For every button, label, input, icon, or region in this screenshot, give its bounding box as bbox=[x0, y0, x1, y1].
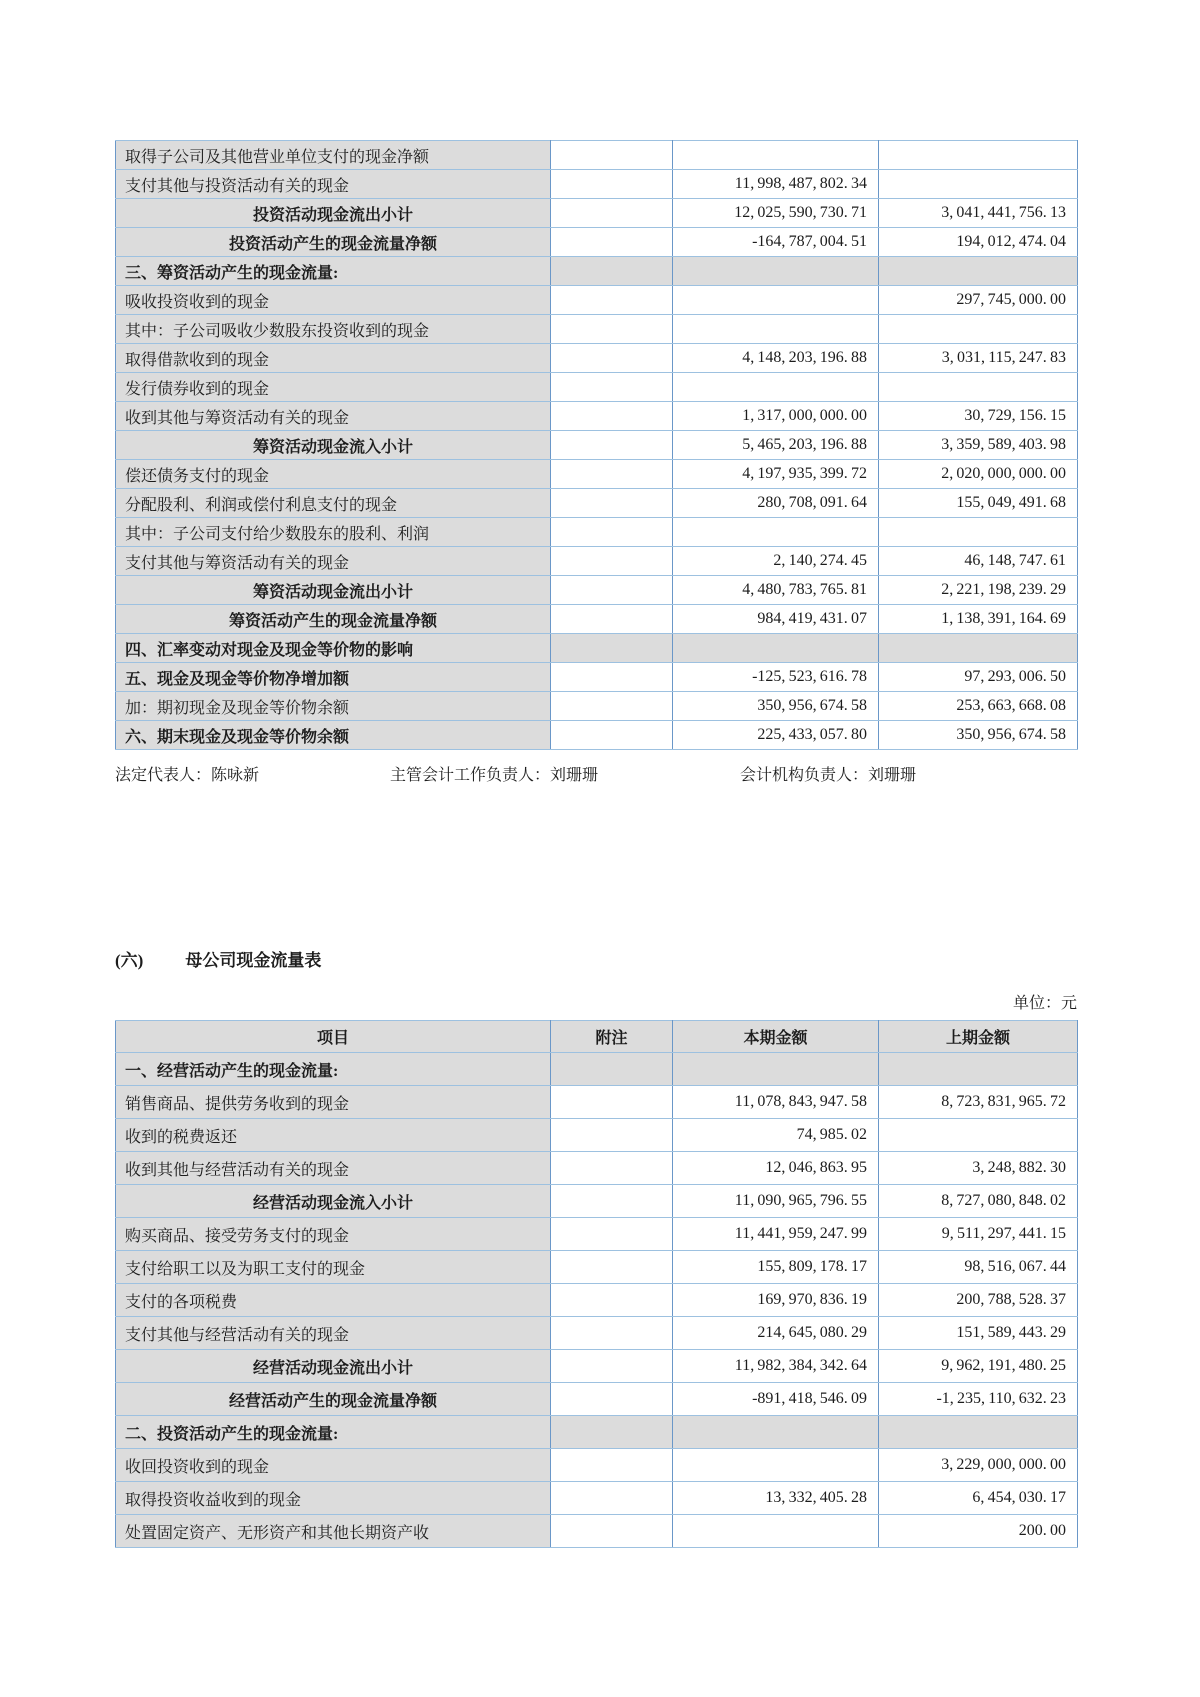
table-row bbox=[116, 692, 1078, 721]
col-header-item: 项目 bbox=[116, 1021, 551, 1053]
table-row bbox=[116, 1086, 1078, 1119]
table-row bbox=[116, 1152, 1078, 1185]
note-cell bbox=[551, 1482, 673, 1515]
note-cell bbox=[551, 547, 673, 576]
item-label-cell: 支付其他与投资活动有关的现金 bbox=[116, 170, 551, 199]
current-amount-cell bbox=[673, 1416, 879, 1449]
item-label-cell: 收到其他与经营活动有关的现金 bbox=[116, 1152, 551, 1185]
prior-amount-cell: 3, 248, 882. 30 bbox=[879, 1152, 1078, 1185]
table-row bbox=[116, 605, 1078, 634]
prior-amount-cell bbox=[879, 170, 1078, 199]
prior-amount-cell: 2, 221, 198, 239. 29 bbox=[879, 576, 1078, 605]
note-cell bbox=[551, 228, 673, 257]
note-cell bbox=[551, 1086, 673, 1119]
item-label-cell: 吸收投资收到的现金 bbox=[116, 286, 551, 315]
item-label-cell: 其中：子公司支付给少数股东的股利、利润 bbox=[116, 518, 551, 547]
table-row bbox=[116, 634, 1078, 663]
item-label-cell: 经营活动现金流出小计 bbox=[116, 1350, 551, 1383]
prior-amount-cell: 30, 729, 156. 15 bbox=[879, 402, 1078, 431]
prior-amount-cell: 1, 138, 391, 164. 69 bbox=[879, 605, 1078, 634]
table-row bbox=[116, 1482, 1078, 1515]
note-cell bbox=[551, 692, 673, 721]
table-row bbox=[116, 170, 1078, 199]
item-label-cell: 筹资活动产生的现金流量净额 bbox=[116, 605, 551, 634]
item-label-cell: 取得借款收到的现金 bbox=[116, 344, 551, 373]
prior-amount-cell bbox=[879, 1119, 1078, 1152]
prior-amount-cell: 200. 00 bbox=[879, 1515, 1078, 1548]
note-cell bbox=[551, 1152, 673, 1185]
table-row bbox=[116, 460, 1078, 489]
item-label-cell: 筹资活动现金流出小计 bbox=[116, 576, 551, 605]
table-row bbox=[116, 257, 1078, 286]
current-amount-cell bbox=[673, 634, 879, 663]
table-row bbox=[116, 721, 1078, 750]
prior-amount-cell: 3, 359, 589, 403. 98 bbox=[879, 431, 1078, 460]
current-amount-cell: 169, 970, 836. 19 bbox=[673, 1284, 879, 1317]
note-cell bbox=[551, 576, 673, 605]
prior-amount-cell bbox=[879, 141, 1078, 170]
current-amount-cell bbox=[673, 1515, 879, 1548]
current-amount-cell: -125, 523, 616. 78 bbox=[673, 663, 879, 692]
current-amount-cell: 11, 090, 965, 796. 55 bbox=[673, 1185, 879, 1218]
prior-amount-cell bbox=[879, 373, 1078, 402]
prior-amount-cell: 155, 049, 491. 68 bbox=[879, 489, 1078, 518]
note-cell bbox=[551, 1185, 673, 1218]
current-amount-cell: 4, 480, 783, 765. 81 bbox=[673, 576, 879, 605]
chief-accounting-officer-label: 主管会计工作负责人：刘珊珊 bbox=[390, 767, 599, 784]
table-row bbox=[116, 1449, 1078, 1482]
item-label-cell: 经营活动现金流入小计 bbox=[116, 1185, 551, 1218]
item-label-cell: 投资活动产生的现金流量净额 bbox=[116, 228, 551, 257]
note-cell bbox=[551, 489, 673, 518]
note-cell bbox=[551, 1515, 673, 1548]
prior-amount-cell bbox=[879, 315, 1078, 344]
current-amount-cell bbox=[673, 315, 879, 344]
table-row bbox=[116, 402, 1078, 431]
current-amount-cell: 1, 317, 000, 000. 00 bbox=[673, 402, 879, 431]
item-label-cell: 收到的税费返还 bbox=[116, 1119, 551, 1152]
table-row bbox=[116, 1251, 1078, 1284]
prior-amount-cell: 97, 293, 006. 50 bbox=[879, 663, 1078, 692]
prior-amount-cell: 194, 012, 474. 04 bbox=[879, 228, 1078, 257]
unit-label: 单位：元 bbox=[1012, 995, 1077, 1012]
col-header-current-period: 本期金额 bbox=[673, 1021, 879, 1053]
prior-amount-cell bbox=[879, 257, 1078, 286]
table-row bbox=[116, 199, 1078, 228]
current-amount-cell: 155, 809, 178. 17 bbox=[673, 1251, 879, 1284]
item-label-cell: 二、投资活动产生的现金流量: bbox=[116, 1416, 551, 1449]
note-cell bbox=[551, 1383, 673, 1416]
table-row bbox=[116, 1383, 1078, 1416]
accounting-department-head-label: 会计机构负责人：刘珊珊 bbox=[740, 767, 917, 784]
table-row bbox=[116, 547, 1078, 576]
note-cell bbox=[551, 141, 673, 170]
item-label-cell: 支付其他与筹资活动有关的现金 bbox=[116, 547, 551, 576]
note-cell bbox=[551, 344, 673, 373]
table-row bbox=[116, 1317, 1078, 1350]
prior-amount-cell: 3, 031, 115, 247. 83 bbox=[879, 344, 1078, 373]
item-label-cell: 四、汇率变动对现金及现金等价物的影响 bbox=[116, 634, 551, 663]
table-row bbox=[116, 489, 1078, 518]
prior-amount-cell bbox=[879, 1416, 1078, 1449]
prior-amount-cell: 253, 663, 668. 08 bbox=[879, 692, 1078, 721]
note-cell bbox=[551, 721, 673, 750]
col-header-prior-period: 上期金额 bbox=[879, 1021, 1078, 1053]
item-label-cell: 筹资活动现金流入小计 bbox=[116, 431, 551, 460]
table-row bbox=[116, 1185, 1078, 1218]
item-label-cell: 支付给职工以及为职工支付的现金 bbox=[116, 1251, 551, 1284]
col-header-note: 附注 bbox=[551, 1021, 673, 1053]
item-label-cell: 发行债券收到的现金 bbox=[116, 373, 551, 402]
prior-amount-cell: 350, 956, 674. 58 bbox=[879, 721, 1078, 750]
note-cell bbox=[551, 518, 673, 547]
prior-amount-cell: 2, 020, 000, 000. 00 bbox=[879, 460, 1078, 489]
note-cell bbox=[551, 460, 673, 489]
prior-amount-cell: 151, 589, 443. 29 bbox=[879, 1317, 1078, 1350]
table-row bbox=[116, 1350, 1078, 1383]
table-row bbox=[116, 576, 1078, 605]
current-amount-cell: 74, 985. 02 bbox=[673, 1119, 879, 1152]
legal-representative-label: 法定代表人：陈咏新 bbox=[115, 767, 260, 784]
prior-amount-cell: 8, 727, 080, 848. 02 bbox=[879, 1185, 1078, 1218]
consolidated-cash-flow-table-continued bbox=[115, 140, 1078, 750]
item-label-cell: 投资活动现金流出小计 bbox=[116, 199, 551, 228]
current-amount-cell: 4, 148, 203, 196. 88 bbox=[673, 344, 879, 373]
note-cell bbox=[551, 1284, 673, 1317]
item-label-cell: 取得子公司及其他营业单位支付的现金净额 bbox=[116, 141, 551, 170]
current-amount-cell bbox=[673, 518, 879, 547]
item-label-cell: 收到其他与筹资活动有关的现金 bbox=[116, 402, 551, 431]
current-amount-cell: 280, 708, 091. 64 bbox=[673, 489, 879, 518]
table-row bbox=[116, 141, 1078, 170]
current-amount-cell bbox=[673, 373, 879, 402]
table-row bbox=[116, 373, 1078, 402]
table-row bbox=[116, 663, 1078, 692]
current-amount-cell bbox=[673, 1449, 879, 1482]
current-amount-cell: -164, 787, 004. 51 bbox=[673, 228, 879, 257]
item-label-cell: 其中：子公司吸收少数股东投资收到的现金 bbox=[116, 315, 551, 344]
item-label-cell: 加：期初现金及现金等价物余额 bbox=[116, 692, 551, 721]
current-amount-cell: 11, 078, 843, 947. 58 bbox=[673, 1086, 879, 1119]
item-label-cell: 取得投资收益收到的现金 bbox=[116, 1482, 551, 1515]
item-label-cell: 一、经营活动产生的现金流量: bbox=[116, 1053, 551, 1086]
note-cell bbox=[551, 286, 673, 315]
note-cell bbox=[551, 1218, 673, 1251]
parent-company-cash-flow-table bbox=[115, 1020, 1078, 1548]
current-amount-cell: 13, 332, 405. 28 bbox=[673, 1482, 879, 1515]
current-amount-cell: -891, 418, 546. 09 bbox=[673, 1383, 879, 1416]
table-header-row bbox=[116, 1021, 1078, 1053]
note-cell bbox=[551, 1251, 673, 1284]
item-label-cell: 经营活动产生的现金流量净额 bbox=[116, 1383, 551, 1416]
current-amount-cell: 12, 046, 863. 95 bbox=[673, 1152, 879, 1185]
note-cell bbox=[551, 1350, 673, 1383]
current-amount-cell: 984, 419, 431. 07 bbox=[673, 605, 879, 634]
current-amount-cell: 4, 197, 935, 399. 72 bbox=[673, 460, 879, 489]
current-amount-cell bbox=[673, 286, 879, 315]
note-cell bbox=[551, 315, 673, 344]
signature-line bbox=[115, 762, 1077, 786]
item-label-cell: 支付其他与经营活动有关的现金 bbox=[116, 1317, 551, 1350]
prior-amount-cell: 200, 788, 528. 37 bbox=[879, 1284, 1078, 1317]
item-label-cell: 支付的各项税费 bbox=[116, 1284, 551, 1317]
table-row bbox=[116, 228, 1078, 257]
note-cell bbox=[551, 1449, 673, 1482]
current-amount-cell: 2, 140, 274. 45 bbox=[673, 547, 879, 576]
prior-amount-cell: 3, 041, 441, 756. 13 bbox=[879, 199, 1078, 228]
table-row bbox=[116, 1284, 1078, 1317]
table-row bbox=[116, 1119, 1078, 1152]
prior-amount-cell: 46, 148, 747. 61 bbox=[879, 547, 1078, 576]
note-cell bbox=[551, 431, 673, 460]
item-label-cell: 偿还债务支付的现金 bbox=[116, 460, 551, 489]
prior-amount-cell: -1, 235, 110, 632. 23 bbox=[879, 1383, 1078, 1416]
note-cell bbox=[551, 1416, 673, 1449]
prior-amount-cell: 9, 511, 297, 441. 15 bbox=[879, 1218, 1078, 1251]
item-label-cell: 六、期末现金及现金等价物余额 bbox=[116, 721, 551, 750]
table-row bbox=[116, 1515, 1078, 1548]
prior-amount-cell: 297, 745, 000. 00 bbox=[879, 286, 1078, 315]
current-amount-cell: 350, 956, 674. 58 bbox=[673, 692, 879, 721]
table-row bbox=[116, 315, 1078, 344]
note-cell bbox=[551, 402, 673, 431]
table-row bbox=[116, 286, 1078, 315]
current-amount-cell: 225, 433, 057. 80 bbox=[673, 721, 879, 750]
note-cell bbox=[551, 1317, 673, 1350]
prior-amount-cell: 98, 516, 067. 44 bbox=[879, 1251, 1078, 1284]
document-page bbox=[115, 140, 1077, 1548]
prior-amount-cell bbox=[879, 518, 1078, 547]
section-heading bbox=[115, 946, 1077, 972]
prior-amount-cell: 6, 454, 030. 17 bbox=[879, 1482, 1078, 1515]
current-amount-cell: 11, 982, 384, 342. 64 bbox=[673, 1350, 879, 1383]
current-amount-cell bbox=[673, 1053, 879, 1086]
current-amount-cell: 5, 465, 203, 196. 88 bbox=[673, 431, 879, 460]
prior-amount-cell: 9, 962, 191, 480. 25 bbox=[879, 1350, 1078, 1383]
current-amount-cell bbox=[673, 257, 879, 286]
prior-amount-cell bbox=[879, 634, 1078, 663]
note-cell bbox=[551, 1053, 673, 1086]
prior-amount-cell bbox=[879, 1053, 1078, 1086]
note-cell bbox=[551, 1119, 673, 1152]
item-label-cell: 分配股利、利润或偿付利息支付的现金 bbox=[116, 489, 551, 518]
table-row bbox=[116, 431, 1078, 460]
current-amount-cell bbox=[673, 141, 879, 170]
note-cell bbox=[551, 170, 673, 199]
note-cell bbox=[551, 199, 673, 228]
note-cell bbox=[551, 605, 673, 634]
section-title: 母公司现金流量表 bbox=[185, 951, 322, 970]
current-amount-cell: 12, 025, 590, 730. 71 bbox=[673, 199, 879, 228]
table-row bbox=[116, 1218, 1078, 1251]
current-amount-cell: 11, 441, 959, 247. 99 bbox=[673, 1218, 879, 1251]
table-row bbox=[116, 1053, 1078, 1086]
section-number: (六) bbox=[115, 951, 144, 970]
item-label-cell: 销售商品、提供劳务收到的现金 bbox=[116, 1086, 551, 1119]
note-cell bbox=[551, 634, 673, 663]
item-label-cell: 五、现金及现金等价物净增加额 bbox=[116, 663, 551, 692]
prior-amount-cell: 3, 229, 000, 000. 00 bbox=[879, 1449, 1078, 1482]
table-row bbox=[116, 518, 1078, 547]
note-cell bbox=[551, 373, 673, 402]
current-amount-cell: 214, 645, 080. 29 bbox=[673, 1317, 879, 1350]
item-label-cell: 三、筹资活动产生的现金流量: bbox=[116, 257, 551, 286]
note-cell bbox=[551, 663, 673, 692]
table-row bbox=[116, 344, 1078, 373]
item-label-cell: 购买商品、接受劳务支付的现金 bbox=[116, 1218, 551, 1251]
note-cell bbox=[551, 257, 673, 286]
item-label-cell: 收回投资收到的现金 bbox=[116, 1449, 551, 1482]
current-amount-cell: 11, 998, 487, 802. 34 bbox=[673, 170, 879, 199]
table-row bbox=[116, 1416, 1078, 1449]
prior-amount-cell: 8, 723, 831, 965. 72 bbox=[879, 1086, 1078, 1119]
item-label-cell: 处置固定资产、无形资产和其他长期资产收 bbox=[116, 1515, 551, 1548]
